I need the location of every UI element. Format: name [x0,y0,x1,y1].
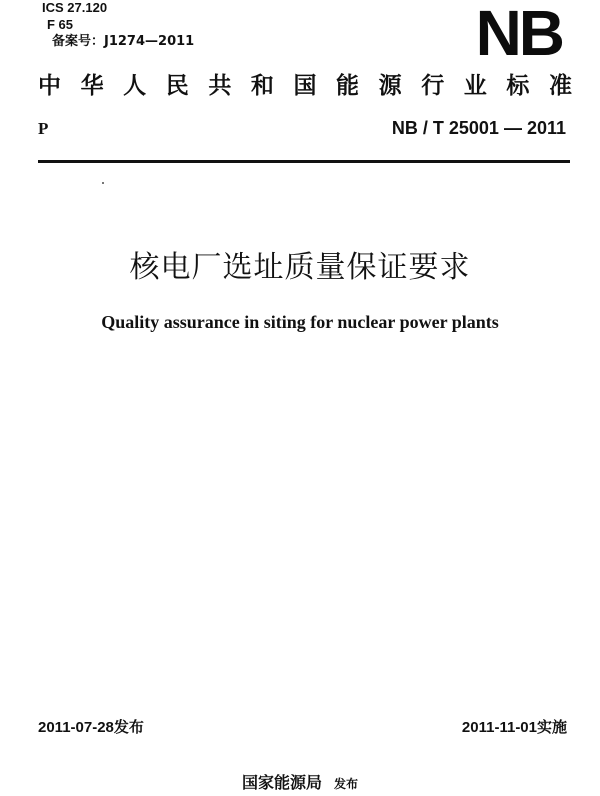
standard-type-char: 华 [80,73,104,99]
standard-type-char: 国 [293,73,317,99]
issuer-line [0,770,600,793]
issuer-name: 国家能源局 [241,773,322,792]
standard-number: NB / T 25001 — 2011 [391,118,566,138]
standard-type-char: 能 [336,73,360,99]
implementation-date: 2011-11-01实施 [461,719,567,736]
standard-type-char: 准 [548,73,572,99]
ccs-code: F 65 [47,17,74,32]
scan-speck [102,182,104,184]
document-title-chinese: 核电厂选址质量保证要求 [129,250,471,285]
standard-type-char: 共 [208,73,232,99]
standard-type-char: 源 [378,73,402,99]
standard-type-title [38,72,572,100]
standard-type-char: 行 [421,73,445,99]
issue-word: 发布 [334,777,359,791]
standard-type-char: 标 [506,73,530,99]
release-date: 2011-07-28发布 [38,719,144,736]
standard-type-char: 人 [123,73,147,99]
standard-type-char: 中 [38,73,61,99]
standard-type-char: 和 [250,73,274,99]
category-code: P [38,119,49,138]
nb-logo: NB [475,0,562,69]
record-number: 备案号：J1274—2011 [52,34,195,49]
document-title-english: Quality assurance in siting for nuclear power plants [101,312,499,332]
header-rule [38,160,570,163]
ics-code: ICS 27.120 [42,0,108,15]
standard-type-char: 业 [463,73,487,99]
standard-type-char: 民 [165,73,189,99]
